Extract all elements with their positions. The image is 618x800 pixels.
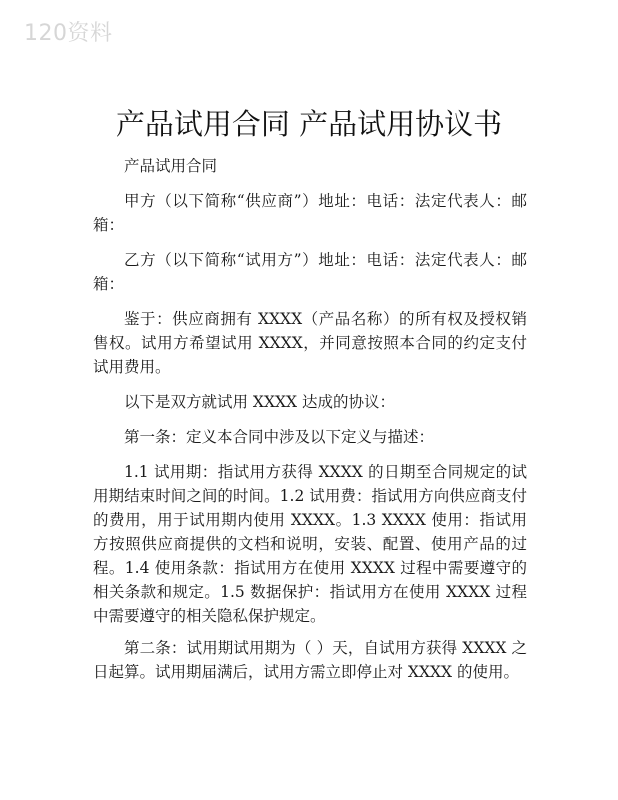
paragraph-whereas: 鉴于：供应商拥有 XXXX（产品名称）的所有权及授权销售权。试用方希望试用 XXXX，并同意按照本合同的约定支付试用费用。	[93, 310, 527, 376]
paragraph-definitions: 1.1 试用期：指试用方获得 XXXX 的日期至合同规定的试用期结束时间之间的时间。1.2 试用费：指试用方向供应商支付的费用，用于试用期内使用 XXXX。1.3 XXXX 使用：指试用方按照供应商提供的文档和说明，安装、配置、使用产品的过程。1.4 使用条款：指试用方在使用 XXXX 过程中需要遵守的相关条款和规定。1.5 数据保护：指试用方在使用 XXXX 过程中需要遵守的相关隐私保护规定。	[93, 463, 527, 625]
paragraph-party-a: 甲方（以下简称“供应商”）地址：电话：法定代表人：邮箱：	[93, 192, 527, 234]
watermark-logo: 120资料	[24, 21, 113, 46]
paragraph-agreement-intro: 以下是双方就试用 XXXX 达成的协议：	[124, 393, 395, 411]
paragraph-article-1: 第一条：定义本合同中涉及以下定义与描述：	[124, 428, 435, 446]
paragraph-article-2: 第二条：试用期试用期为（ ）天，自试用方获得 XXXX 之日起算。试用期届满后，试用方需立即停止对 XXXX 的使用。	[93, 639, 527, 681]
paragraph-party-b: 乙方（以下简称“试用方”）地址：电话：法定代表人：邮箱：	[93, 251, 527, 293]
document-title: 产品试用合同 产品试用协议书	[115, 107, 503, 141]
paragraph-contract-name: 产品试用合同	[124, 157, 218, 175]
